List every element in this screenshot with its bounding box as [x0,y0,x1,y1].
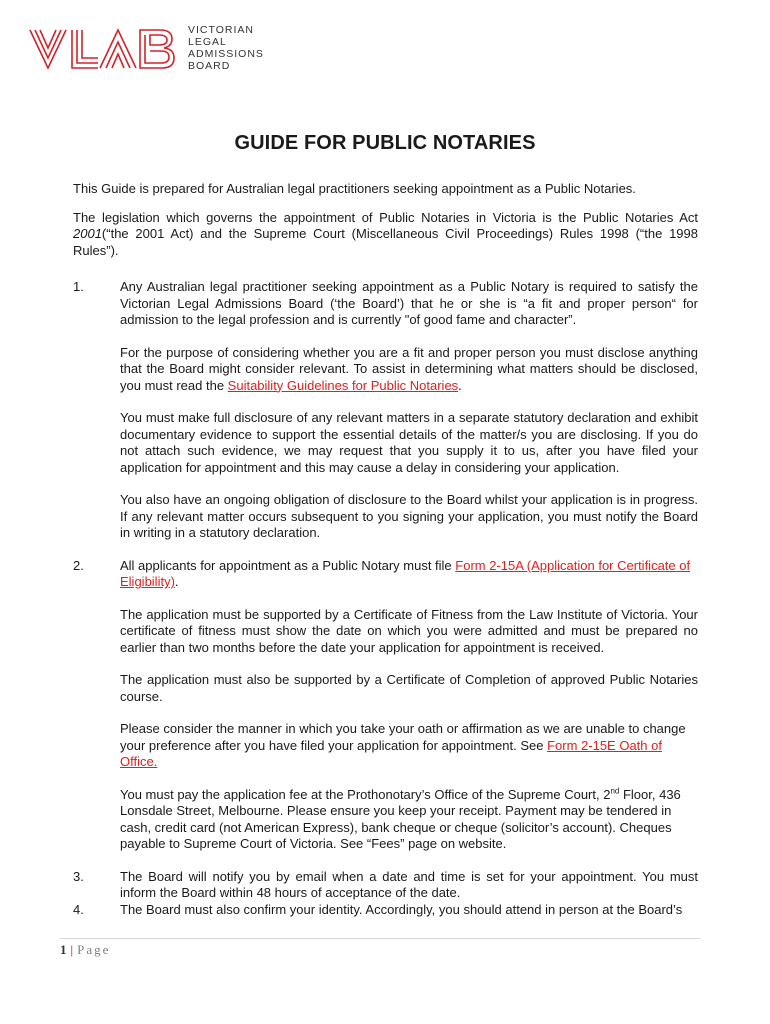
footer-separator: | [70,942,74,957]
logo-wordmark [188,24,288,72]
logo-line-2: LEGAL [188,36,227,48]
intro-paragraph: This Guide is prepared for Australian legal practitioners seeking appointment as a Public Notaries. [73,181,636,196]
page-number: 1 [60,942,67,957]
statutory-declaration-paragraph: You must make full disclosure of any relevant matters in a separate statutory declaration and exhibit documentary evidence to support the essential details of the matter/s you are disclosing. If you do not attach such evidence, we may request that you supply it to us, after you have filed your application for appointment and this may cause a delay in considering your application. [120,410,698,475]
page-title: GUIDE FOR PUBLIC NOTARIES [234,132,536,154]
list-item-2 [73,558,698,869]
act-year: 2001 [73,226,102,241]
application-fee-paragraph [120,787,698,853]
logo-line-3: ADMISSIONS [188,48,264,60]
list-item-3 [73,869,698,902]
list-item-1 [73,279,698,558]
form-text: All applicants for appointment as a Public Notary must file [120,557,456,573]
ongoing-obligation-paragraph: You also have an ongoing obligation of disclosure to the Board whilst your application is in progress. If any relevant matter occurs subsequent to you signing your application, you must notify the Board in writing in a statutory declaration. [120,492,698,540]
suitability-guidelines-link[interactable]: Suitability Guidelines for Public Notaries [227,377,459,393]
item-number: 2. [73,557,84,573]
logo-line-1: VICTORIAN [188,24,254,36]
fee-text: You must pay the application fee at the Prothonotary’s Office of the Supreme Court, 2 [120,786,611,802]
disclosure-text: For the purpose of considering whether you are a fit and proper person you must disclose anything that the Board might consider relevant. To assist in determining what matters should be disclosed, you must read the [120,344,698,393]
vlab-logo-mark [28,26,178,72]
form-2-15a-link[interactable]: Form 2-15A (Application for Certificate of Eligibility) [120,557,691,589]
certificate-of-completion-paragraph: The application must also be supported by a Certificate of Completion of approved Public Notaries course. [120,672,698,704]
footer-divider [60,938,700,939]
identity-paragraph: The Board must also confirm your identity. Accordingly, you should attend in person at the Board’s [120,901,683,917]
document-body [73,181,698,918]
logo-line-4: BOARD [188,60,231,72]
item-number: 3. [73,868,84,884]
oath-paragraph [120,721,698,771]
form-2-15e-link[interactable]: Form 2-15E Oath of Office. [120,737,662,769]
page-footer [60,942,110,958]
fit-and-proper-paragraph: Any Australian legal practitioner seeking appointment as a Public Notary is required to satisfy the Victorian Legal Admissions Board (‘the Board’) that he or she is “a fit and proper person“ for admission to the legal profession and is currently "of good fame and character”. [120,279,698,327]
oath-text: Please consider the manner in which you take your oath or affirmation as we are unable to change your preference after you have filed your application for appointment. See [120,721,686,753]
item-number: 1. [73,279,84,294]
notification-paragraph: The Board will notify you by email when a date and time is set for your appointment. You must inform the Board within 48 hours of acceptance of the date. [120,868,698,900]
fee-text-cont: Floor, 436 Lonsdale Street, Melbourne. Please ensure you keep your receipt. Payment may be tendered in cash, credit card (not American Express), bank cheque or cheque (solicitor’s account). Cheques payable to Supreme Court of Victoria. See “Fees” page on website. [120,786,681,851]
disclosure-paragraph [120,345,698,395]
legislation-paragraph [73,210,698,260]
period: . [458,377,462,393]
list-item-4 [73,902,698,919]
form-2-15a-paragraph [120,558,698,591]
page-label: Page [77,942,111,957]
legislation-text: The legislation which governs the appointment of Public Notaries in Victoria is the Public Notaries Act [73,209,698,225]
certificate-of-fitness-paragraph: The application must be supported by a Certificate of Fitness from the Law Institute of Victoria. Your certificate of fitness must show the date on which you were admitted and must be prepared no earlier than two months before the date your application for appointment is received. [120,606,698,655]
item-number: 4. [73,901,84,917]
period: . [174,574,179,589]
ordinal-suffix: nd [610,786,620,796]
legislation-text-cont: (“the 2001 Act) and the Supreme Court (Miscellaneous Civil Proceedings) Rules 1998 (“the 1998 Rules”). [73,226,698,258]
